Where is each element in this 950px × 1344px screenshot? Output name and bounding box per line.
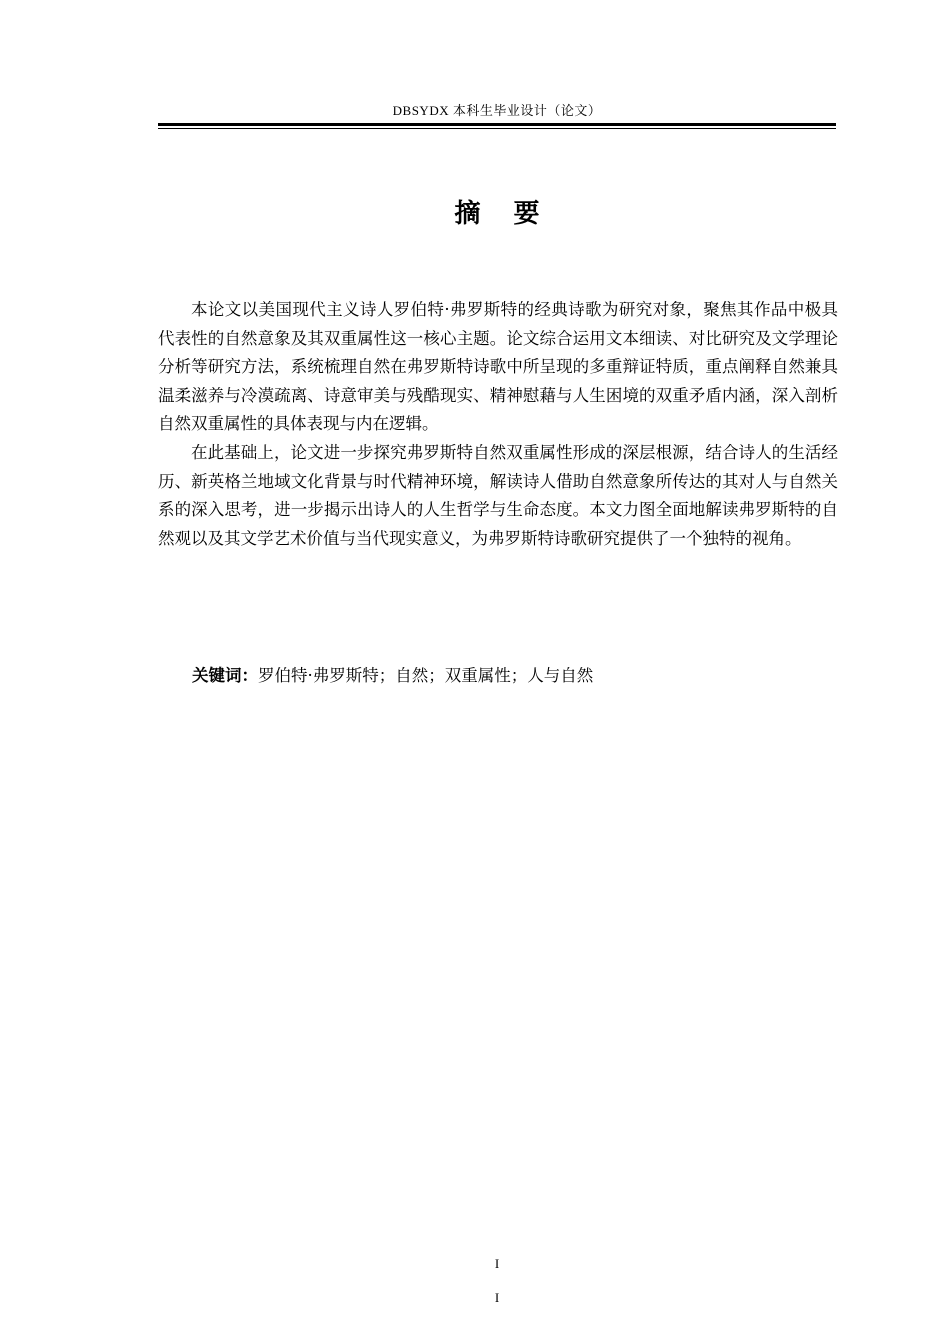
keywords-line	[192, 662, 832, 690]
abstract-paragraph-1: 本论文以美国现代主义诗人罗伯特·弗罗斯特的经典诗歌为研究对象，聚焦其作品中极具代表性的自然意象及其双重属性这一核心主题。论文综合运用文本细读、对比研究及文学理论分析等研究方法，系统梳理自然在弗罗斯特诗歌中所呈现的多重辩证特质，重点阐释自然兼具温柔滋养与冷漠疏离、诗意审美与残酷现实、精神慰藉与人生困境的双重矛盾内涵，深入剖析自然双重属性的具体表现与内在逻辑。	[158, 300, 838, 434]
abstract-paragraph-2: 在此基础上，论文进一步探究弗罗斯特自然双重属性形成的深层根源，结合诗人的生活经历、新英格兰地域文化背景与时代精神环境，解读诗人借助自然意象所传达的其对人与自然关系的深入思考，进一步揭示出诗人的人生哲学与生命态度。本文力图全面地解读弗罗斯特的自然观以及其文学艺术价值与当代现实意义，为弗罗斯特诗歌研究提供了一个独特的视角。	[158, 442, 838, 548]
keywords-value: 罗伯特·弗罗斯特；自然；双重属性；人与自然	[258, 666, 594, 685]
page-title: 摘 要	[454, 199, 552, 229]
abstract-body	[158, 296, 838, 553]
page-number-top: I	[494, 1256, 500, 1271]
header-rule-thick	[158, 123, 836, 126]
header-rule-thin	[158, 128, 836, 129]
keywords-label: 关键词：	[192, 666, 258, 685]
page-number-bottom: I	[494, 1290, 500, 1305]
running-header: DBSYDX 本科生毕业设计（论文）	[392, 103, 602, 118]
